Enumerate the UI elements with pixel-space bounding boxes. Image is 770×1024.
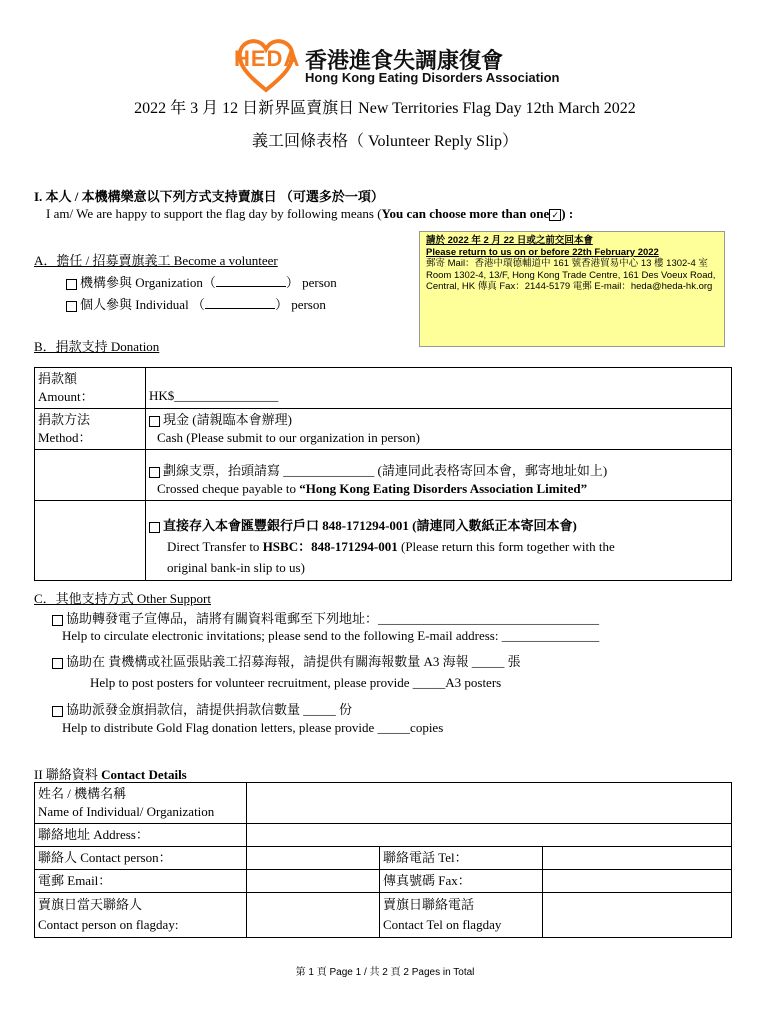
ind-person-label: ） person <box>274 297 326 312</box>
individual-checkbox[interactable] <box>66 301 77 312</box>
cheque-checkbox[interactable] <box>149 467 160 478</box>
form-subtitle: 義工回條表格（ Volunteer Reply Slip） <box>252 133 518 150</box>
org-name-en: Hong Kong Eating Disorders Association <box>305 70 560 85</box>
transfer-en1 <box>149 536 728 557</box>
tel-label: 聯絡電話 Tel： <box>380 847 543 870</box>
method-label-cn: 捐款方法 <box>38 412 91 427</box>
fax-field[interactable] <box>543 870 732 893</box>
flagday-person-label <box>35 893 247 938</box>
cash-cn: 現金 (請親臨本會辦理) <box>163 412 292 427</box>
email-label: 電郵 Email： <box>35 870 247 893</box>
ind-count-field[interactable] <box>205 296 275 309</box>
form-title: 2022 年 3 月 12 日新界區賣旗日 New Territories Flag Day 12th March 2022 <box>134 100 636 117</box>
notice-line4: Room 1302-4, 13/F, Hong Kong Trade Centre, 161 Des Voeux Road, Central, HK 傳真 Fax：2144-5179 電郵 E-mail：heda@heda-hk.org <box>426 269 716 292</box>
return-notice <box>419 231 725 347</box>
contact-table <box>34 782 732 938</box>
section1-heading: I. 本人 / 本機構樂意以下列方式支持賣旗日 （可選多於一項） <box>34 189 384 204</box>
flagday-tel-label <box>380 893 543 938</box>
flagday-person-en: Contact person on flagday: <box>38 917 179 932</box>
amount-label-cell <box>35 368 146 409</box>
cheque-en <box>149 480 728 498</box>
item1-cn: 協助轉發電子宣傳品，請將有關資料電郵至下列地址：__________________________________ <box>66 611 600 626</box>
notice-line3: 郵寄 Mail：香港中環德輔道中 161 號香港貿易中心 13 樓 1302-4 室 <box>426 258 708 269</box>
item2-en: Help to post posters for volunteer recruitment, please provide _____A3 posters <box>90 675 502 690</box>
item3-cn: 協助派發金旗捐款信，請提供捐款信數量 _____ 份 <box>66 702 353 717</box>
section2-heading-bold: Contact Details <box>101 767 187 782</box>
method-label-cell <box>35 409 146 450</box>
cheque-en-pre: Crossed cheque payable to <box>157 481 300 496</box>
flagday-tel-field[interactable] <box>543 893 732 938</box>
transfer-checkbox[interactable] <box>149 522 160 533</box>
amount-field[interactable]: HK$________________ <box>149 388 279 403</box>
email-field[interactable] <box>247 870 380 893</box>
transfer-cn: 直接存入本會匯豐銀行戶口 848-171294-001 (請連同入數紙正本寄回本會) <box>163 518 577 533</box>
check-icon: ✓ <box>549 209 561 221</box>
subheading-post: ) : <box>561 206 574 221</box>
method-label-en: Method： <box>38 430 92 445</box>
donation-letter-checkbox[interactable] <box>52 706 63 717</box>
organization-checkbox[interactable] <box>66 279 77 290</box>
address-label: 聯絡地址 Address： <box>35 824 247 847</box>
subheading-bold: You can choose more than one <box>381 206 550 221</box>
empty-cell-1 <box>35 450 146 501</box>
cheque-en-bold: “Hong Kong Eating Disorders Association Limited” <box>299 481 588 496</box>
partA-heading: A．擔任 / 招募賣旗義工 Become a volunteer <box>34 253 278 268</box>
other-item2 <box>52 651 521 670</box>
amount-label-en: Amount： <box>38 389 94 404</box>
notice-line1: 請於 2022 年 2 月 22 日或之前交回本會 <box>426 235 593 246</box>
donation-table <box>34 367 732 581</box>
empty-cell-2 <box>35 501 146 581</box>
cash-en: Cash (Please submit to our organization in person) <box>157 430 420 445</box>
contact-person-label: 聯絡人 Contact person： <box>35 847 247 870</box>
other-item3 <box>52 699 352 718</box>
transfer-en1-post: (Please return this form together with the <box>397 539 615 554</box>
partA-organization <box>66 272 337 291</box>
org-name-cn: 香港進食失調康復會 <box>305 49 504 74</box>
item3-en: Help to distribute Gold Flag donation letters, please provide _____copies <box>62 720 444 735</box>
flagday-person-cn: 賣旗日當天聯絡人 <box>38 897 143 912</box>
partC-heading: C．其他支持方式 Other Support <box>34 591 211 606</box>
partB-heading: B．捐款支持 Donation <box>34 339 160 354</box>
name-label-cn: 姓名 / 機構名稱 <box>38 786 127 801</box>
name-label-cell <box>35 783 247 824</box>
address-field[interactable] <box>247 824 732 847</box>
org-count-field[interactable] <box>216 274 286 287</box>
cheque-cell <box>146 450 732 501</box>
item1-en: Help to circulate electronic invitations; please send to the following E-mail address: _______________ <box>62 628 600 643</box>
transfer-en1-bold: HSBC：848-171294-001 <box>262 539 398 554</box>
contact-person-field[interactable] <box>247 847 380 870</box>
transfer-en2: original bank-in slip to us) <box>167 560 305 575</box>
transfer-en1-pre: Direct Transfer to <box>167 539 263 554</box>
fax-label: 傳真號碼 Fax： <box>380 870 543 893</box>
amount-label-cn: 捐款額 <box>38 371 78 386</box>
transfer-cell <box>146 501 732 581</box>
name-field[interactable] <box>247 783 732 824</box>
cheque-cn: 劃線支票，抬頭請寫 ______________ (請連同此表格寄回本會，郵寄地址如上) <box>163 463 608 478</box>
org-label: 機構參與 Organization（ <box>80 275 216 290</box>
amount-value-cell[interactable] <box>146 368 732 409</box>
notice-line2: Please return to us on or before 22th February 2022 <box>426 246 659 258</box>
flagday-tel-cn: 賣旗日聯絡電話 <box>383 897 475 912</box>
cash-checkbox[interactable] <box>149 416 160 427</box>
name-label-en: Name of Individual/ Organization <box>38 804 215 819</box>
section1-subheading <box>46 206 573 222</box>
flagday-person-field[interactable] <box>247 893 380 938</box>
org-person-label: ） person <box>285 275 337 290</box>
ind-label: 個人參與 Individual （ <box>80 297 205 312</box>
tel-field[interactable] <box>543 847 732 870</box>
other-item1 <box>52 608 599 627</box>
circulate-checkbox[interactable] <box>52 615 63 626</box>
section2-heading <box>34 764 187 783</box>
page-footer: 第 1 頁 Page 1 / 共 2 頁 2 Pages in Total <box>295 967 475 978</box>
flagday-tel-en: Contact Tel on flagday <box>383 917 502 932</box>
section2-heading-pre: II 聯絡資料 <box>34 767 102 782</box>
poster-checkbox[interactable] <box>52 658 63 669</box>
partA-individual <box>66 294 326 313</box>
logo-heda: HEDA <box>234 46 301 71</box>
subheading-pre: I am/ We are happy to support the flag day by following means ( <box>46 206 382 221</box>
item2-cn: 協助在 貴機構或社區張貼義工招募海報，請提供有關海報數量 A3 海報 _____ 張 <box>66 654 521 669</box>
cash-cell <box>146 409 732 450</box>
